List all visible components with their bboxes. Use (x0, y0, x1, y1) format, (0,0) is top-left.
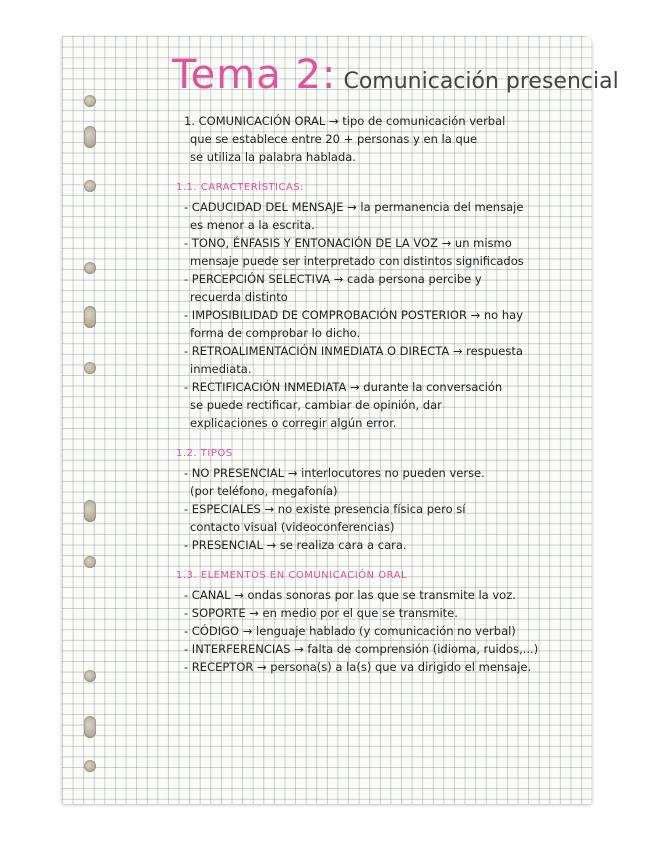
note-line: 1. COMUNICACIÓN ORAL → tipo de comunicación verbal (184, 114, 506, 128)
note-line: contacto visual (videoconferencias) (190, 520, 395, 534)
note-line: - CADUCIDAD DEL MENSAJE → la permanencia del mensaje (184, 200, 524, 214)
section-tipos (80, 448, 590, 554)
note-line: explicaciones o corregir algún error. (190, 416, 397, 430)
note-line: - SOPORTE → en medio por el que se transmite. (184, 606, 458, 620)
note-line: forma de comprobar lo dicho. (190, 326, 361, 340)
note-line: - RECTIFICACIÓN INMEDIATA → durante la conversación (184, 380, 503, 394)
note-content (80, 52, 619, 676)
note-line: inmediata. (190, 362, 252, 376)
note-line: - CANAL → ondas sonoras por las que se transmite la voz. (184, 588, 516, 602)
section-caracteristicas (80, 182, 590, 432)
page-title (172, 52, 619, 108)
section-heading: 1.3. ELEMENTOS EN COMUNICACIÓN ORAL (176, 570, 408, 581)
note-line: - RECEPTOR → persona(s) a la(s) que va dirigido el mensaje. (184, 660, 532, 674)
note-line: recuerda distinto (190, 290, 288, 304)
note-line: es menor a la escrita. (190, 218, 315, 232)
note-line: - RETROALIMENTACIÓN INMEDIATA O DIRECTA → respuesta (184, 344, 523, 358)
note-line: se puede rectificar, cambiar de opinión, dar (190, 398, 442, 412)
note-line: - INTERFERENCIAS → falta de comprensión (idioma, ruidos,...) (184, 642, 539, 656)
note-line: mensaje puede ser interpretado con distintos significados (190, 254, 524, 268)
note-line: - IMPOSIBILIDAD DE COMPROBACIÓN POSTERIOR → no hay (184, 308, 524, 322)
note-line: - CÓDIGO → lenguaje hablado (y comunicación no verbal) (184, 624, 516, 638)
note-line: - ESPECIALES → no existe presencia física pero sí (184, 502, 466, 516)
title-main: Tema 2: (172, 52, 337, 98)
section-heading: 1.1. CARACTERÍSTICAS: (176, 182, 305, 193)
binder-hole (84, 760, 96, 772)
note-line: (por teléfono, megafonía) (190, 484, 338, 498)
note-line: se utiliza la palabra hablada. (190, 150, 356, 164)
binder-hole (84, 716, 96, 738)
note-line: - TONO, ÉNFASIS Y ENTONACIÓN DE LA VOZ → un mismo (184, 236, 512, 250)
section-oral (80, 112, 590, 166)
title-sub: Comunicación presencial (343, 69, 619, 94)
note-line: - PRESENCIAL → se realiza cara a cara. (184, 538, 407, 552)
note-line: que se establece entre 20 + personas y en la que (190, 132, 478, 146)
note-line: - PERCEPCIÓN SELECTIVA → cada persona percibe y (184, 272, 482, 286)
section-elementos (80, 570, 590, 676)
section-heading: 1.2. TIPOS (176, 448, 233, 459)
note-line: - NO PRESENCIAL → interlocutores no pueden verse. (184, 466, 485, 480)
